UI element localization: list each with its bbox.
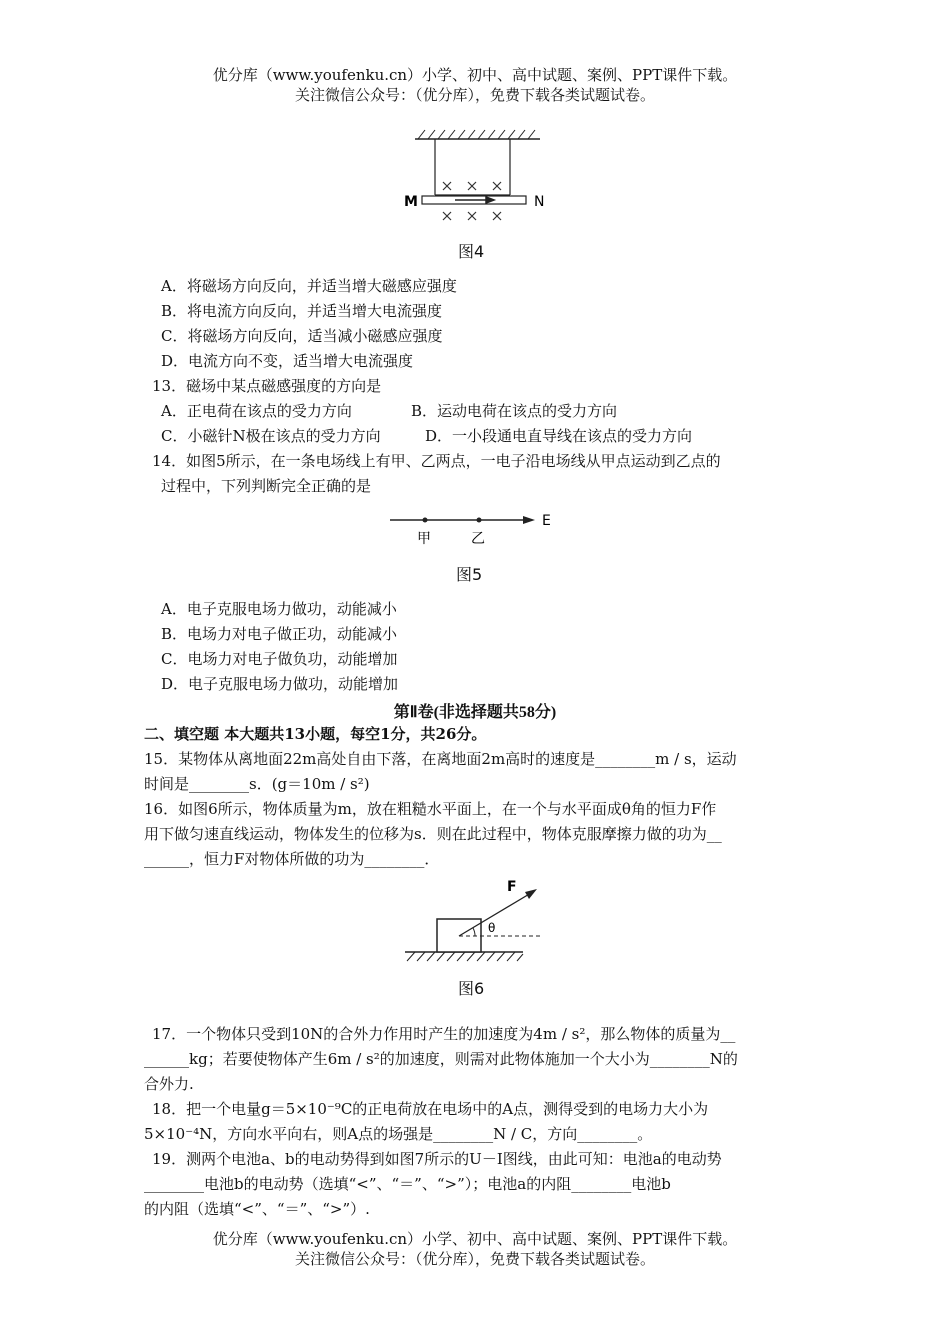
part-2-title: 第Ⅱ卷(非选择题共58分): [393, 704, 557, 721]
q14-stem-line-1: 14．如图5所示，在一条电场线上有甲、乙两点，一电子沿电场线从甲点运动到乙点的: [152, 452, 721, 470]
q13-option-d: D．一小段通电直导线在该点的受力方向: [425, 427, 693, 445]
q16-line-1: 16．如图6所示，物体质量为m，放在粗糙水平面上，在一个与水平面成θ角的恒力F作: [144, 800, 717, 818]
q13-stem: 13．磁场中某点磁感强度的方向是: [152, 377, 382, 395]
figure-4-caption: 图4: [458, 242, 485, 261]
q12-option-c: C．将磁场方向反向，适当减小磁感应强度: [161, 327, 443, 345]
q12-option-b: B．将电流方向反向，并适当增大电流强度: [161, 302, 443, 320]
label-jia: 甲: [417, 531, 431, 547]
q19-line-2: ________电池b的电动势（选填“<”、“＝”、“>”）；电池a的内阻________电池b: [144, 1175, 671, 1193]
label-f: F: [507, 879, 517, 895]
q17-line-3: 合外力.: [144, 1075, 194, 1093]
footer-line-2: 关注微信公众号：（优分库），免费下载各类试题试卷。: [294, 1250, 655, 1268]
ceiling-hatch: [415, 130, 540, 139]
figure-4: [400, 125, 550, 235]
q15-line-2: 时间是________s．(g＝10m / s²): [144, 775, 370, 793]
label-n: N: [534, 194, 545, 210]
q13-option-b: B．运动电荷在该点的受力方向: [411, 402, 618, 420]
header-line-2: 关注微信公众号：（优分库），免费下载各类试题试卷。: [294, 86, 655, 104]
q12-option-a: A．将磁场方向反向，并适当增大磁感应强度: [161, 277, 457, 295]
q18-line-1: 18．把一个电量g＝5×10⁻⁹C的正电荷放在电场中的A点，测得受到的电场力大小为: [152, 1100, 709, 1118]
q16-line-3: ______，恒力F对物体所做的功为________．: [144, 850, 440, 868]
q19-line-3: 的内阻（选填“<”、“＝”、“>”）.: [144, 1200, 370, 1218]
q15-line-1: 15．某物体从离地面22m高处自由下落，在离地面2m高时的速度是________m / s，运动: [144, 750, 737, 768]
q14-option-c: C．电场力对电子做负功，动能增加: [161, 650, 398, 668]
figure-6-caption: 图6: [458, 979, 485, 998]
field-arrowhead: [523, 516, 535, 524]
q17-line-1: 17．一个物体只受到10N的合外力作用时产生的加速度为4m / s²，那么物体的质量为__: [152, 1025, 736, 1043]
q19-line-1: 19．测两个电池a、b的电动势得到如图7所示的U－I图线，由此可知：电池a的电动势: [152, 1150, 722, 1168]
q18-line-2: 5×10⁻⁴N，方向水平向右，则A点的场强是________N / C，方向________。: [144, 1125, 653, 1143]
point-jia: [423, 518, 428, 523]
label-m: M: [404, 194, 418, 210]
header-line-1: 优分库（www.youfenku.cn）小学、初中、高中试题、案例、PPT课件下载。: [212, 66, 738, 84]
label-e: E: [542, 513, 551, 529]
q12-option-d: D．电流方向不变，适当增大电流强度: [161, 352, 414, 370]
force-arrowhead: [525, 889, 537, 899]
footer-line-1: 优分库（www.youfenku.cn）小学、初中、高中试题、案例、PPT课件下载。: [212, 1230, 738, 1248]
figure-5: [385, 505, 565, 550]
q13-option-a: A．正电荷在该点的受力方向: [161, 402, 352, 420]
section-2-header: 二、填空题 本大题共13小题，每空1分，共26分。: [144, 725, 487, 743]
figure-5-caption: 图5: [456, 565, 483, 584]
label-theta: θ: [488, 921, 496, 935]
q16-line-2: 用下做匀速直线运动，物体发生的位移为s．则在此过程中，物体克服摩擦力做的功为__: [144, 825, 722, 843]
q14-stem-line-2: 过程中，下列判断完全正确的是: [161, 477, 372, 495]
point-yi: [477, 518, 482, 523]
q14-option-b: B．电场力对电子做正功，动能减小: [161, 625, 398, 643]
q14-option-a: A．电子克服电场力做功，动能减小: [161, 600, 397, 618]
figure-6: [395, 875, 545, 970]
label-yi: 乙: [471, 531, 485, 547]
q17-line-2: ______kg；若要使物体产生6m / s²的加速度，则需对此物体施加一个大小为________N的: [144, 1050, 738, 1068]
ground-hatch: [407, 952, 523, 961]
q13-option-c: C．小磁针N极在该点的受力方向: [161, 427, 381, 445]
q14-option-d: D．电子克服电场力做功，动能增加: [161, 675, 399, 693]
